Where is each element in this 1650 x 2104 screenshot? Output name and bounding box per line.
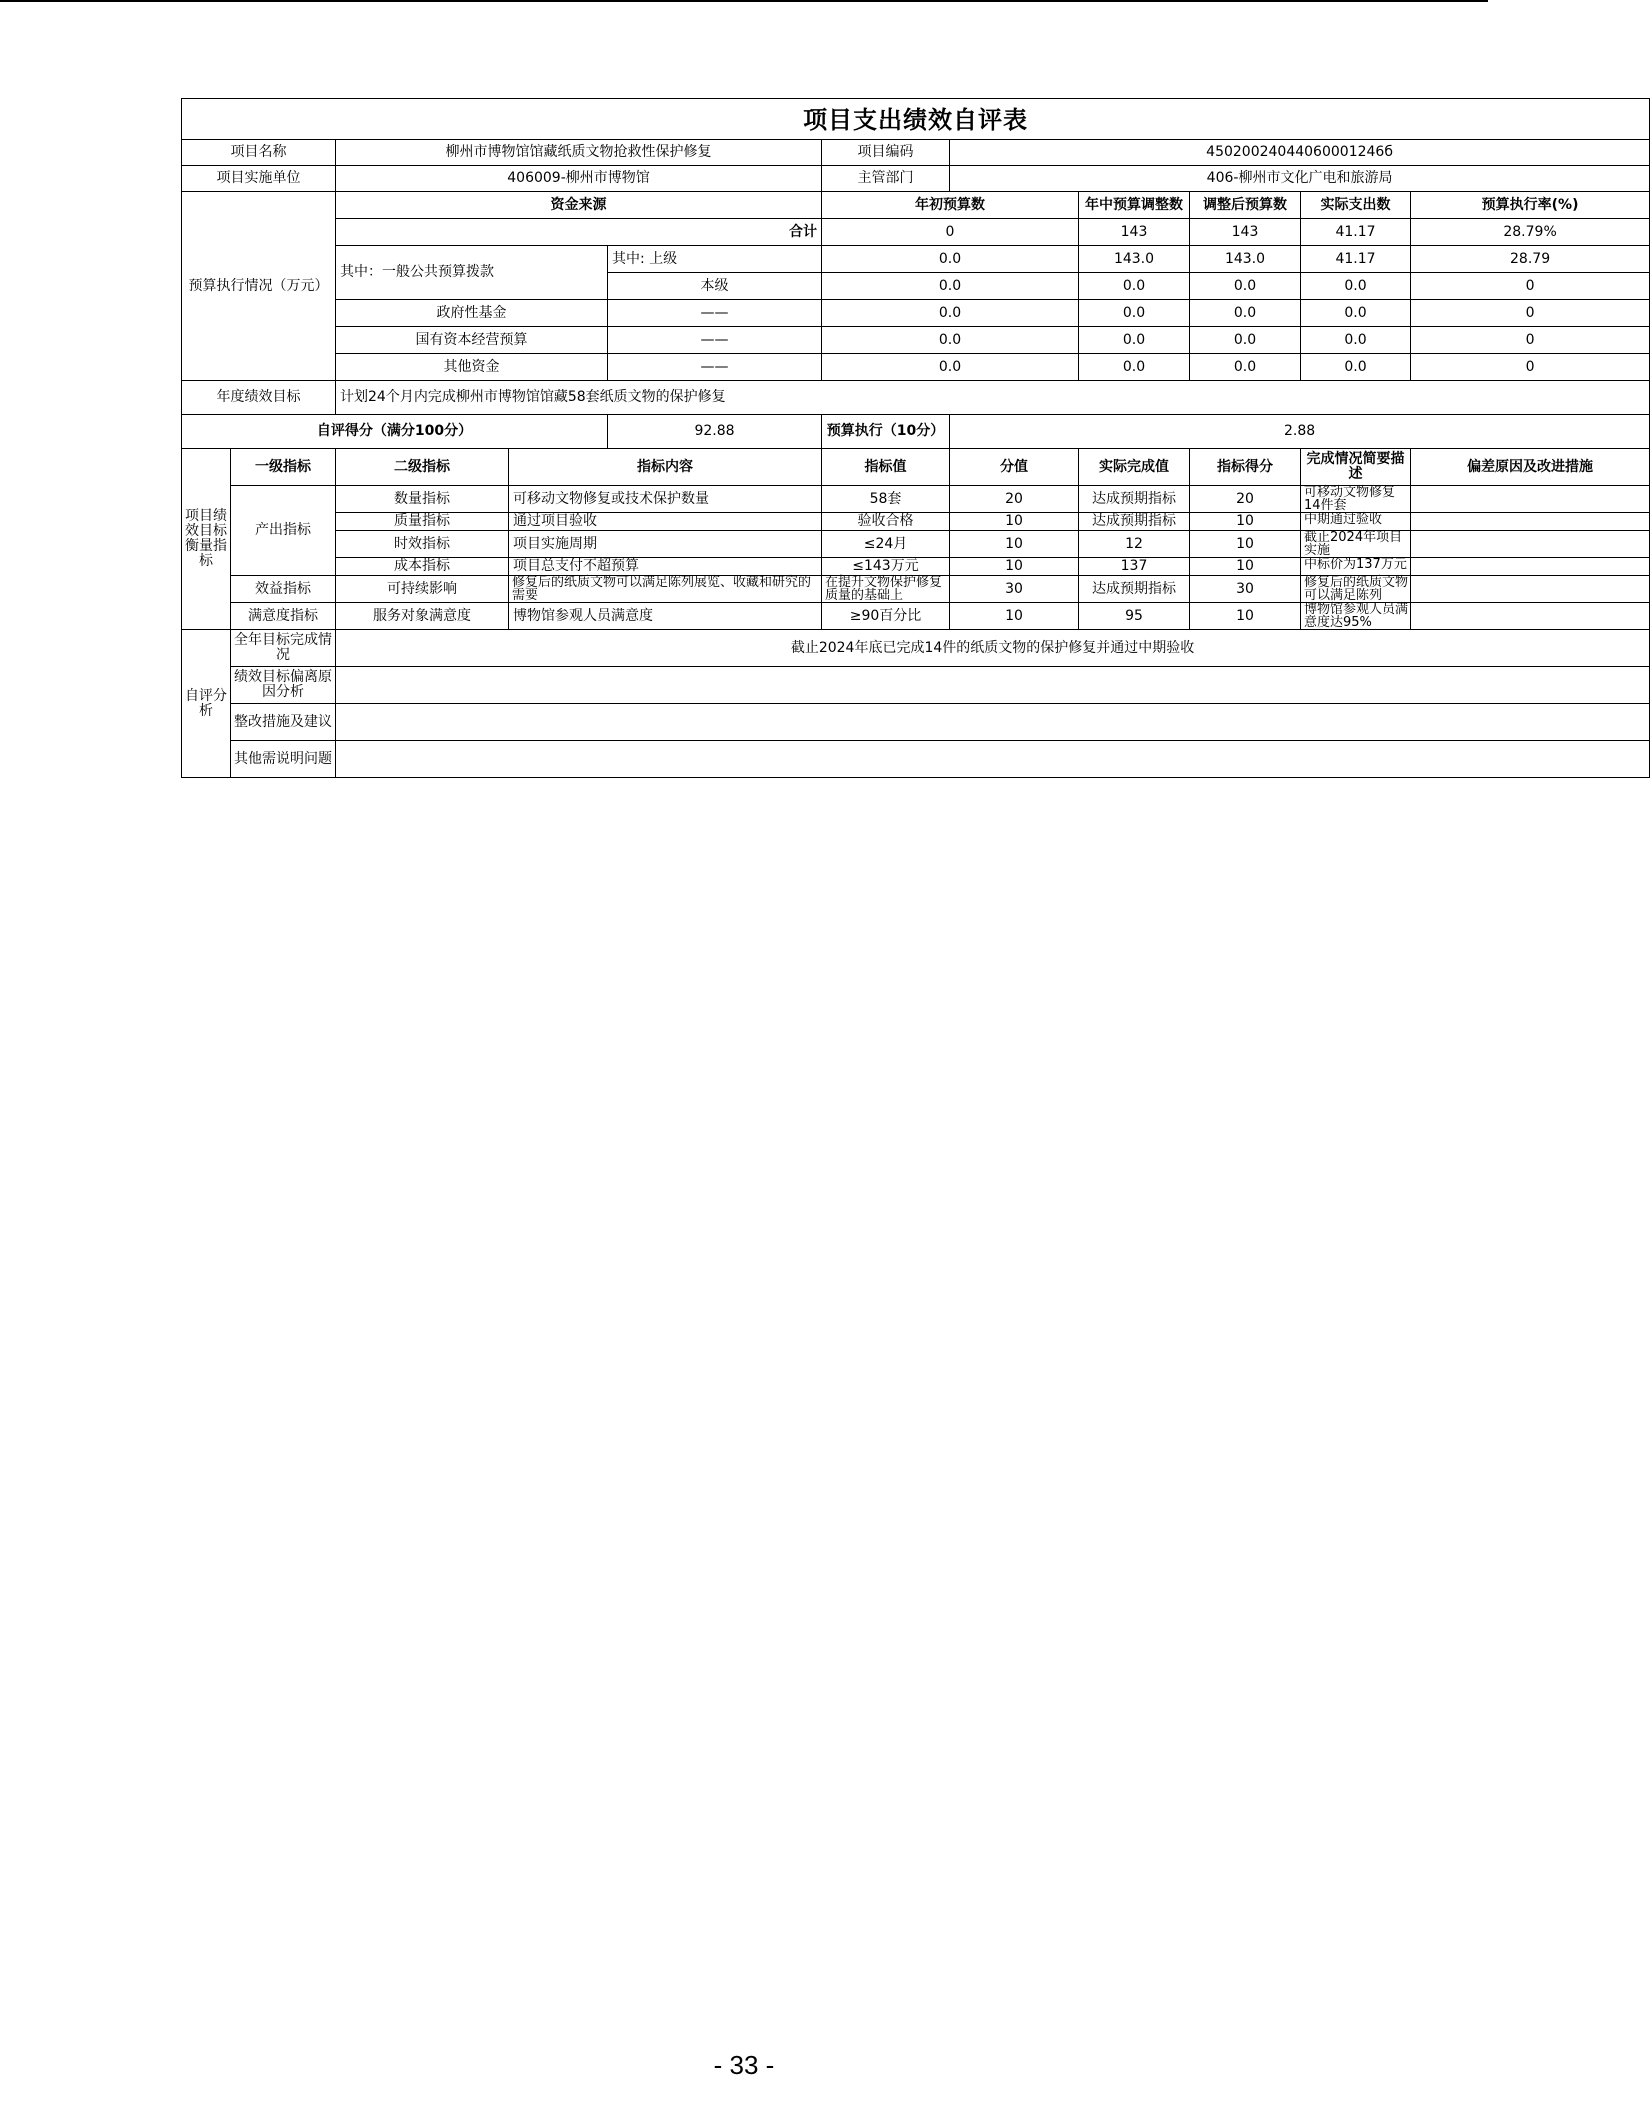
self-eval-value (336, 667, 1650, 704)
header-fund-source: 资金来源 (336, 192, 822, 219)
other-fund-label: 其他资金 (336, 354, 608, 381)
indicator-reason (1411, 576, 1650, 603)
indicator-desc: 截止2024年项目实施 (1301, 531, 1411, 558)
project-unit-label: 项目实施单位 (182, 166, 336, 192)
indicator-actual: 达成预期指标 (1079, 513, 1190, 531)
annual-goal-value: 计划24个月内完成柳州市博物馆馆藏58套纸质文物的保护修复 (336, 381, 1650, 415)
indicator-weight: 10 (950, 558, 1079, 576)
output-indicator-label: 产出指标 (231, 486, 336, 576)
header-level2: 二级指标 (336, 449, 509, 486)
state-capital-dash: —— (608, 327, 822, 354)
indicator-score: 10 (1190, 558, 1301, 576)
other-fund-mid: 0.0 (1079, 354, 1190, 381)
indicator-weight: 20 (950, 486, 1079, 513)
self-eval-section-label: 自评分析 (182, 630, 231, 778)
local-initial: 0.0 (822, 273, 1079, 300)
indicator-target: 验收合格 (822, 513, 950, 531)
indicator-level2: 数量指标 (336, 486, 509, 513)
indicator-actual: 达成预期指标 (1079, 576, 1190, 603)
page-top-border (0, 0, 1488, 2)
project-unit-value: 406009-柳州市博物馆 (336, 166, 822, 192)
budget-state-capital-row (182, 327, 1650, 354)
upper-label: 其中: 上级 (608, 246, 822, 273)
self-eval-row-completion (182, 630, 1650, 667)
state-capital-actual: 0.0 (1301, 327, 1411, 354)
indicator-row-cost (182, 558, 1650, 576)
state-capital-label: 国有资本经营预算 (336, 327, 608, 354)
satisfaction-indicator-label: 满意度指标 (231, 603, 336, 630)
indicator-row-satisfaction (182, 603, 1650, 630)
indicator-row-time (182, 531, 1650, 558)
department-label: 主管部门 (822, 166, 950, 192)
indicator-desc: 修复后的纸质文物可以满足陈列 (1301, 576, 1411, 603)
indicator-desc: 中标价为137万元 (1301, 558, 1411, 576)
self-eval-value (336, 704, 1650, 741)
budget-other-row (182, 354, 1650, 381)
self-eval-row-deviation (182, 667, 1650, 704)
project-name-row (182, 140, 1650, 166)
project-code-label: 项目编码 (822, 140, 950, 166)
header-weight: 分值 (950, 449, 1079, 486)
gov-fund-adjusted: 0.0 (1190, 300, 1301, 327)
indicator-reason (1411, 603, 1650, 630)
indicator-desc: 可移动文物修复14件套 (1301, 486, 1411, 513)
project-unit-row (182, 166, 1650, 192)
self-eval-value (336, 741, 1650, 778)
header-execution-rate: 预算执行率(%) (1411, 192, 1650, 219)
gov-fund-label: 政府性基金 (336, 300, 608, 327)
self-eval-label: 整改措施及建议 (231, 704, 336, 741)
indicator-reason (1411, 531, 1650, 558)
indicator-score: 30 (1190, 576, 1301, 603)
header-reason: 偏差原因及改进措施 (1411, 449, 1650, 486)
upper-adjusted: 143.0 (1190, 246, 1301, 273)
upper-mid: 143.0 (1079, 246, 1190, 273)
indicator-reason (1411, 558, 1650, 576)
indicator-level2: 服务对象满意度 (336, 603, 509, 630)
indicator-level2: 质量指标 (336, 513, 509, 531)
score-row (182, 415, 1650, 449)
indicator-content: 博物馆参观人员满意度 (509, 603, 822, 630)
indicator-weight: 30 (950, 576, 1079, 603)
state-capital-mid: 0.0 (1079, 327, 1190, 354)
performance-self-evaluation-table (181, 98, 1650, 778)
self-eval-value: 截止2024年底已完成14件的纸质文物的保护修复并通过中期验收 (336, 630, 1650, 667)
page-number: - 33 - (713, 2050, 775, 2080)
total-mid: 143 (1079, 219, 1190, 246)
local-adjusted: 0.0 (1190, 273, 1301, 300)
indicator-actual: 达成预期指标 (1079, 486, 1190, 513)
indicator-level2: 可持续影响 (336, 576, 509, 603)
state-capital-adjusted: 0.0 (1190, 327, 1301, 354)
indicator-level2: 成本指标 (336, 558, 509, 576)
indicator-target: ≤24月 (822, 531, 950, 558)
department-value: 406-柳州市文化广电和旅游局 (950, 166, 1650, 192)
indicator-score: 10 (1190, 531, 1301, 558)
gov-fund-rate: 0 (1411, 300, 1650, 327)
indicator-target: 在提升文物保护修复质量的基础上 (822, 576, 950, 603)
total-adjusted: 143 (1190, 219, 1301, 246)
general-budget-label: 其中：一般公共预算拨款 (336, 246, 608, 300)
indicator-weight: 10 (950, 603, 1079, 630)
indicator-actual: 137 (1079, 558, 1190, 576)
budget-exec-value: 2.88 (950, 415, 1650, 449)
indicator-weight: 10 (950, 513, 1079, 531)
budget-total-row (182, 219, 1650, 246)
header-actual-expense: 实际支出数 (1301, 192, 1411, 219)
indicator-target: ≤143万元 (822, 558, 950, 576)
self-eval-row-rectification (182, 704, 1650, 741)
indicator-level2: 时效指标 (336, 531, 509, 558)
project-code-value: 45020024044060001246б (950, 140, 1650, 166)
indicator-actual: 12 (1079, 531, 1190, 558)
state-capital-rate: 0 (1411, 327, 1650, 354)
other-fund-rate: 0 (1411, 354, 1650, 381)
self-eval-row-other (182, 741, 1650, 778)
total-rate: 28.79% (1411, 219, 1650, 246)
local-rate: 0 (1411, 273, 1650, 300)
indicator-content: 修复后的纸质文物可以满足陈列展览、收藏和研究的需要 (509, 576, 822, 603)
local-mid: 0.0 (1079, 273, 1190, 300)
indicator-content: 可移动文物修复或技术保护数量 (509, 486, 822, 513)
gov-fund-initial: 0.0 (822, 300, 1079, 327)
other-fund-actual: 0.0 (1301, 354, 1411, 381)
self-eval-label: 其他需说明问题 (231, 741, 336, 778)
annual-goal-row (182, 381, 1650, 415)
benefit-indicator-label: 效益指标 (231, 576, 336, 603)
gov-fund-mid: 0.0 (1079, 300, 1190, 327)
project-name-value: 柳州市博物馆馆藏纸质文物抢救性保护修复 (336, 140, 822, 166)
upper-actual: 41.17 (1301, 246, 1411, 273)
upper-rate: 28.79 (1411, 246, 1650, 273)
state-capital-initial: 0.0 (822, 327, 1079, 354)
budget-upper-row (182, 246, 1650, 273)
header-actual: 实际完成值 (1079, 449, 1190, 486)
other-fund-dash: —— (608, 354, 822, 381)
header-target: 指标值 (822, 449, 950, 486)
indicator-desc: 中期通过验收 (1301, 513, 1411, 531)
annual-goal-label: 年度绩效目标 (182, 381, 336, 415)
local-label: 本级 (608, 273, 822, 300)
indicator-content: 项目实施周期 (509, 531, 822, 558)
indicator-content: 项目总支付不超预算 (509, 558, 822, 576)
header-adjusted-budget: 调整后预算数 (1190, 192, 1301, 219)
indicator-score: 10 (1190, 513, 1301, 531)
total-label: 合计 (336, 219, 822, 246)
budget-exec-label: 预算执行（10分） (822, 415, 950, 449)
upper-initial: 0.0 (822, 246, 1079, 273)
total-initial: 0 (822, 219, 1079, 246)
self-score-label: 自评得分（满分100分） (182, 415, 608, 449)
other-fund-adjusted: 0.0 (1190, 354, 1301, 381)
indicator-target: ≥90百分比 (822, 603, 950, 630)
other-fund-initial: 0.0 (822, 354, 1079, 381)
indicator-reason (1411, 513, 1650, 531)
total-actual: 41.17 (1301, 219, 1411, 246)
self-eval-label: 全年目标完成情况 (231, 630, 336, 667)
indicator-reason (1411, 486, 1650, 513)
self-score-value: 92.88 (608, 415, 822, 449)
header-mid-adjustment: 年中预算调整数 (1079, 192, 1190, 219)
header-initial-budget: 年初预算数 (822, 192, 1079, 219)
indicator-desc: 博物馆参观人员满意度达95% (1301, 603, 1411, 630)
header-desc: 完成情况简要描述 (1301, 449, 1411, 486)
budget-section-label: 预算执行情况（万元） (182, 192, 336, 381)
header-content: 指标内容 (509, 449, 822, 486)
indicator-row-quality (182, 513, 1650, 531)
budget-header-row (182, 192, 1650, 219)
gov-fund-dash: —— (608, 300, 822, 327)
gov-fund-actual: 0.0 (1301, 300, 1411, 327)
table-title: 项目支出绩效自评表 (182, 99, 1650, 140)
header-score: 指标得分 (1190, 449, 1301, 486)
project-name-label: 项目名称 (182, 140, 336, 166)
budget-gov-fund-row (182, 300, 1650, 327)
header-level1: 一级指标 (231, 449, 336, 486)
indicator-content: 通过项目验收 (509, 513, 822, 531)
indicator-score: 20 (1190, 486, 1301, 513)
indicator-row-quantity (182, 486, 1650, 513)
indicator-section-label: 项目绩效目标衡量指标 (182, 449, 231, 630)
indicator-weight: 10 (950, 531, 1079, 558)
indicator-row-sustainability (182, 576, 1650, 603)
self-eval-label: 绩效目标偏离原因分析 (231, 667, 336, 704)
indicator-header-row (182, 449, 1650, 486)
indicator-score: 10 (1190, 603, 1301, 630)
title-row (182, 99, 1650, 140)
local-actual: 0.0 (1301, 273, 1411, 300)
indicator-actual: 95 (1079, 603, 1190, 630)
indicator-target: 58套 (822, 486, 950, 513)
